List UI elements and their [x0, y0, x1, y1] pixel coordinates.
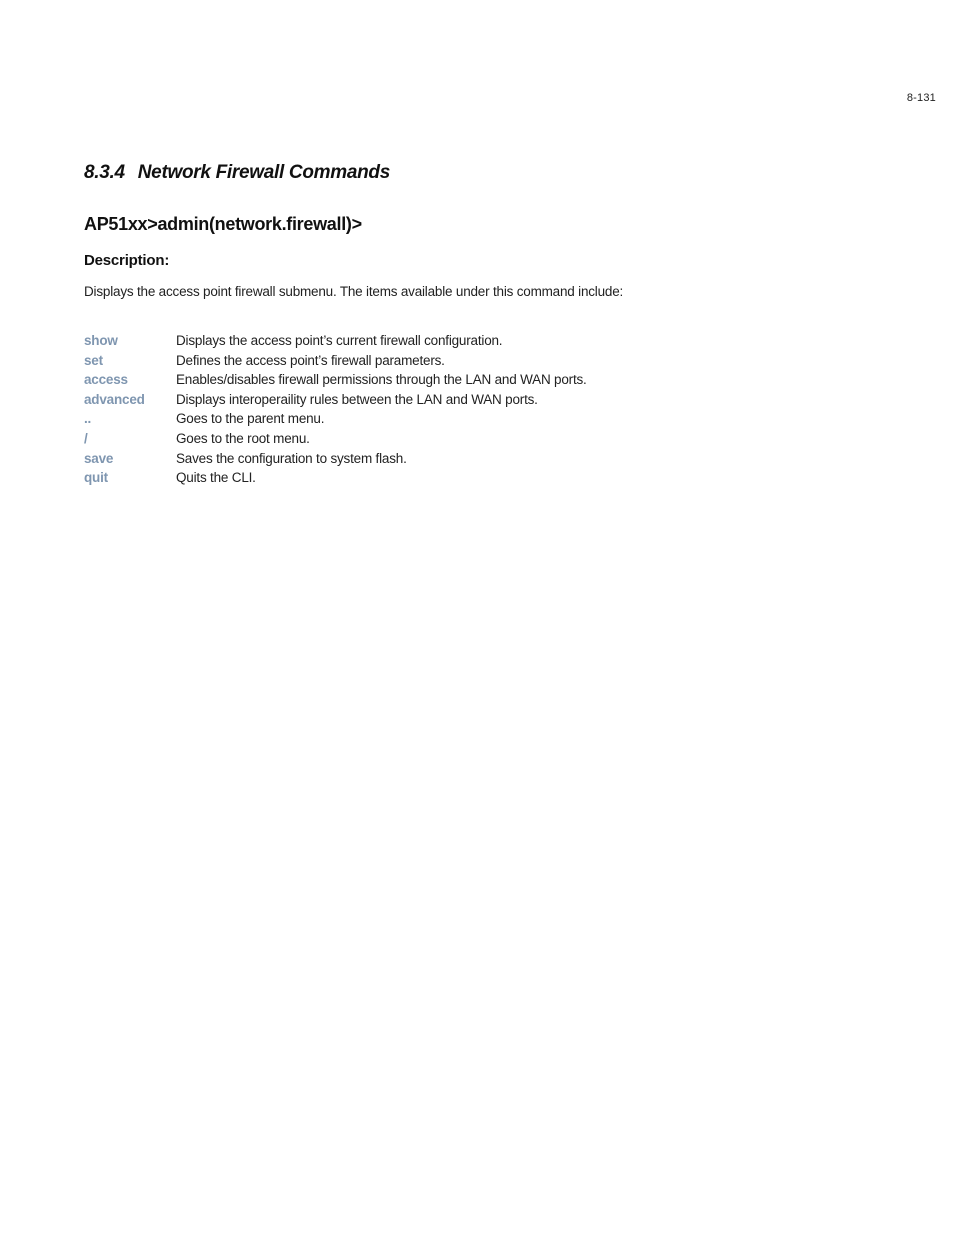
- section-number: 8.3.4: [84, 162, 125, 183]
- command-row: [84, 429, 587, 449]
- command-name: /: [84, 430, 88, 446]
- command-description: Enables/disables firewall permissions through the LAN and WAN ports.: [176, 372, 587, 388]
- command-description: Saves the configuration to system flash.: [176, 450, 407, 466]
- command-name: save: [84, 450, 114, 466]
- command-name: show: [84, 333, 118, 348]
- command-description: Displays the access point’s current firewall configuration.: [176, 333, 503, 348]
- command-name: ..: [84, 411, 92, 427]
- page-number: 8-131: [906, 92, 936, 104]
- command-row: [84, 468, 587, 488]
- command-description: Displays interoperaility rules between the LAN and WAN ports.: [176, 391, 538, 407]
- command-name: access: [84, 372, 128, 388]
- description-text: Displays the access point firewall submenu. The items available under this command include:: [84, 284, 624, 299]
- command-name: set: [84, 352, 103, 368]
- command-description: Defines the access point’s firewall parameters.: [176, 352, 445, 368]
- command-row: [84, 449, 587, 469]
- section-heading: [84, 162, 390, 184]
- command-row: [84, 351, 587, 371]
- command-row: [84, 331, 587, 351]
- command-row: [84, 370, 587, 390]
- section-title: Network Firewall Commands: [137, 162, 390, 183]
- command-name: quit: [84, 470, 108, 486]
- command-description: Quits the CLI.: [176, 470, 256, 486]
- command-row: [84, 390, 587, 410]
- command-table: [84, 331, 587, 488]
- command-description: Goes to the root menu.: [176, 430, 310, 446]
- command-row: [84, 409, 587, 429]
- command-name: advanced: [84, 391, 145, 407]
- description-label: Description:: [84, 252, 170, 269]
- command-prompt: AP51xx>admin(network.firewall)>: [84, 214, 362, 234]
- command-description: Goes to the parent menu.: [176, 411, 325, 427]
